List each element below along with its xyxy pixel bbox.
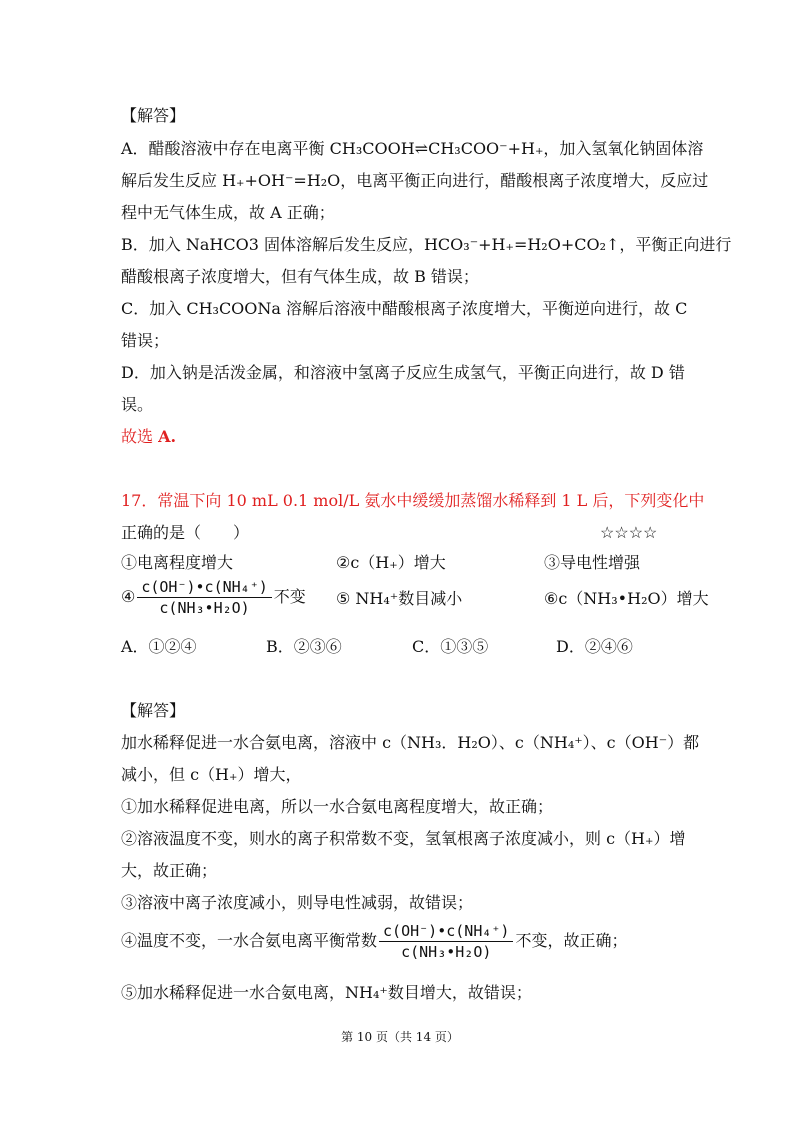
option-4-suffix: 不变 <box>273 587 306 606</box>
solution-line-7-prefix: ④温度不变，一水合氨电离平衡常数 <box>121 931 378 950</box>
option-a-line-3: 程中无气体生成，故 A 正确； <box>121 203 335 222</box>
solution-line-4: ②溶液温度不变，则水的离子积常数不变，氢氧根离子浓度减小，则 c（H₊）增 <box>121 829 686 848</box>
solution-fraction-denominator: c(NH₃•H₂O) <box>401 943 492 961</box>
page-footer: 第 10 页（共 14 页） <box>341 1030 459 1044</box>
option-c-line-2: 错误； <box>121 331 170 350</box>
solution-line-6: ③溶液中离子浓度减小，则导电性减弱，故错误； <box>121 893 474 912</box>
choice-d: D．②④⑥ <box>556 637 633 656</box>
option-a-line-2: 解后发生反应 H₊+OH⁻=H₂O，电离平衡正向进行，醋酸根离子浓度增大，反应过 <box>121 171 709 190</box>
section1-heading: 【解答】 <box>121 106 186 125</box>
section2-heading: 【解答】 <box>121 701 186 720</box>
option-a-line-1: A．醋酸溶液中存在电离平衡 CH₃COOH⇌CH₃COO⁻+H₊，加入氢氧化钠固体溶 <box>121 139 704 158</box>
option-4-prefix: ④ <box>121 587 136 606</box>
option-5: ⑤ NH₄⁺数目减小 <box>336 589 463 608</box>
solution-fraction-numerator: c(OH⁻)•c(NH₄⁺) <box>379 922 513 942</box>
option-4 <box>121 578 306 617</box>
answer-line <box>121 426 176 448</box>
option-d-line-2: 误。 <box>121 395 154 414</box>
option-b-line-2: 醋酸根离子浓度增大，但有气体生成，故 B 错误； <box>121 267 479 286</box>
solution-line-3: ①加水稀释促进电离，所以一水合氨电离程度增大，故正确； <box>121 797 554 816</box>
option-b-line-1: B．加入 NaHCO3 固体溶解后发生反应，HCO₃⁻+H₊=H₂O+CO₂↑，平衡正向进行 <box>121 235 732 254</box>
answer-prefix: 故选 <box>121 427 154 446</box>
solution-line-8: ⑤加水稀释促进一水合氨电离，NH₄⁺数目增大，故错误； <box>121 983 532 1002</box>
fraction-denominator: c(NH₃•H₂O) <box>159 599 250 617</box>
solution-line-7-suffix: 不变，故正确； <box>515 931 628 950</box>
answer-letter: A. <box>158 427 177 446</box>
choice-b: B．②③⑥ <box>266 637 342 656</box>
choice-a: A．①②④ <box>121 637 197 656</box>
solution-line-1: 加水稀释促进一水合氨电离，溶液中 c（NH₃．H₂O）、c（NH₄⁺）、c（OH⁻）都 <box>121 733 700 752</box>
question17-line-1: 17．常温下向 10 mL 0.1 mol/L 氨水中缓缓加蒸馏水稀释到 1 L 后，下列变化中 <box>121 491 705 510</box>
option-c-line-1: C．加入 CH₃COONa 溶解后溶液中醋酸根离子浓度增大，平衡逆向进行，故 C <box>121 299 688 318</box>
difficulty-stars: ☆☆☆☆ <box>600 523 658 542</box>
solution-line-2: 减小，但 c（H₊）增大， <box>121 765 302 784</box>
option-1: ①电离程度增大 <box>121 553 234 572</box>
option-3: ③导电性增强 <box>544 553 641 572</box>
solution-fraction <box>379 922 513 961</box>
solution-line-5: 大，故正确； <box>121 861 218 880</box>
fraction-numerator: c(OH⁻)•c(NH₄⁺) <box>137 578 271 598</box>
option-4-fraction <box>137 578 271 617</box>
option-6: ⑥c（NH₃•H₂O）增大 <box>544 589 709 608</box>
option-2: ②c（H₊）增大 <box>336 553 446 572</box>
question17-line-2: 正确的是（ ） <box>121 523 250 542</box>
option-d-line-1: D．加入钠是活泼金属，和溶液中氢离子反应生成氢气，平衡正向进行，故 D 错 <box>121 363 685 382</box>
solution-line-7 <box>121 922 627 961</box>
choice-c: C．①③⑤ <box>412 637 489 656</box>
